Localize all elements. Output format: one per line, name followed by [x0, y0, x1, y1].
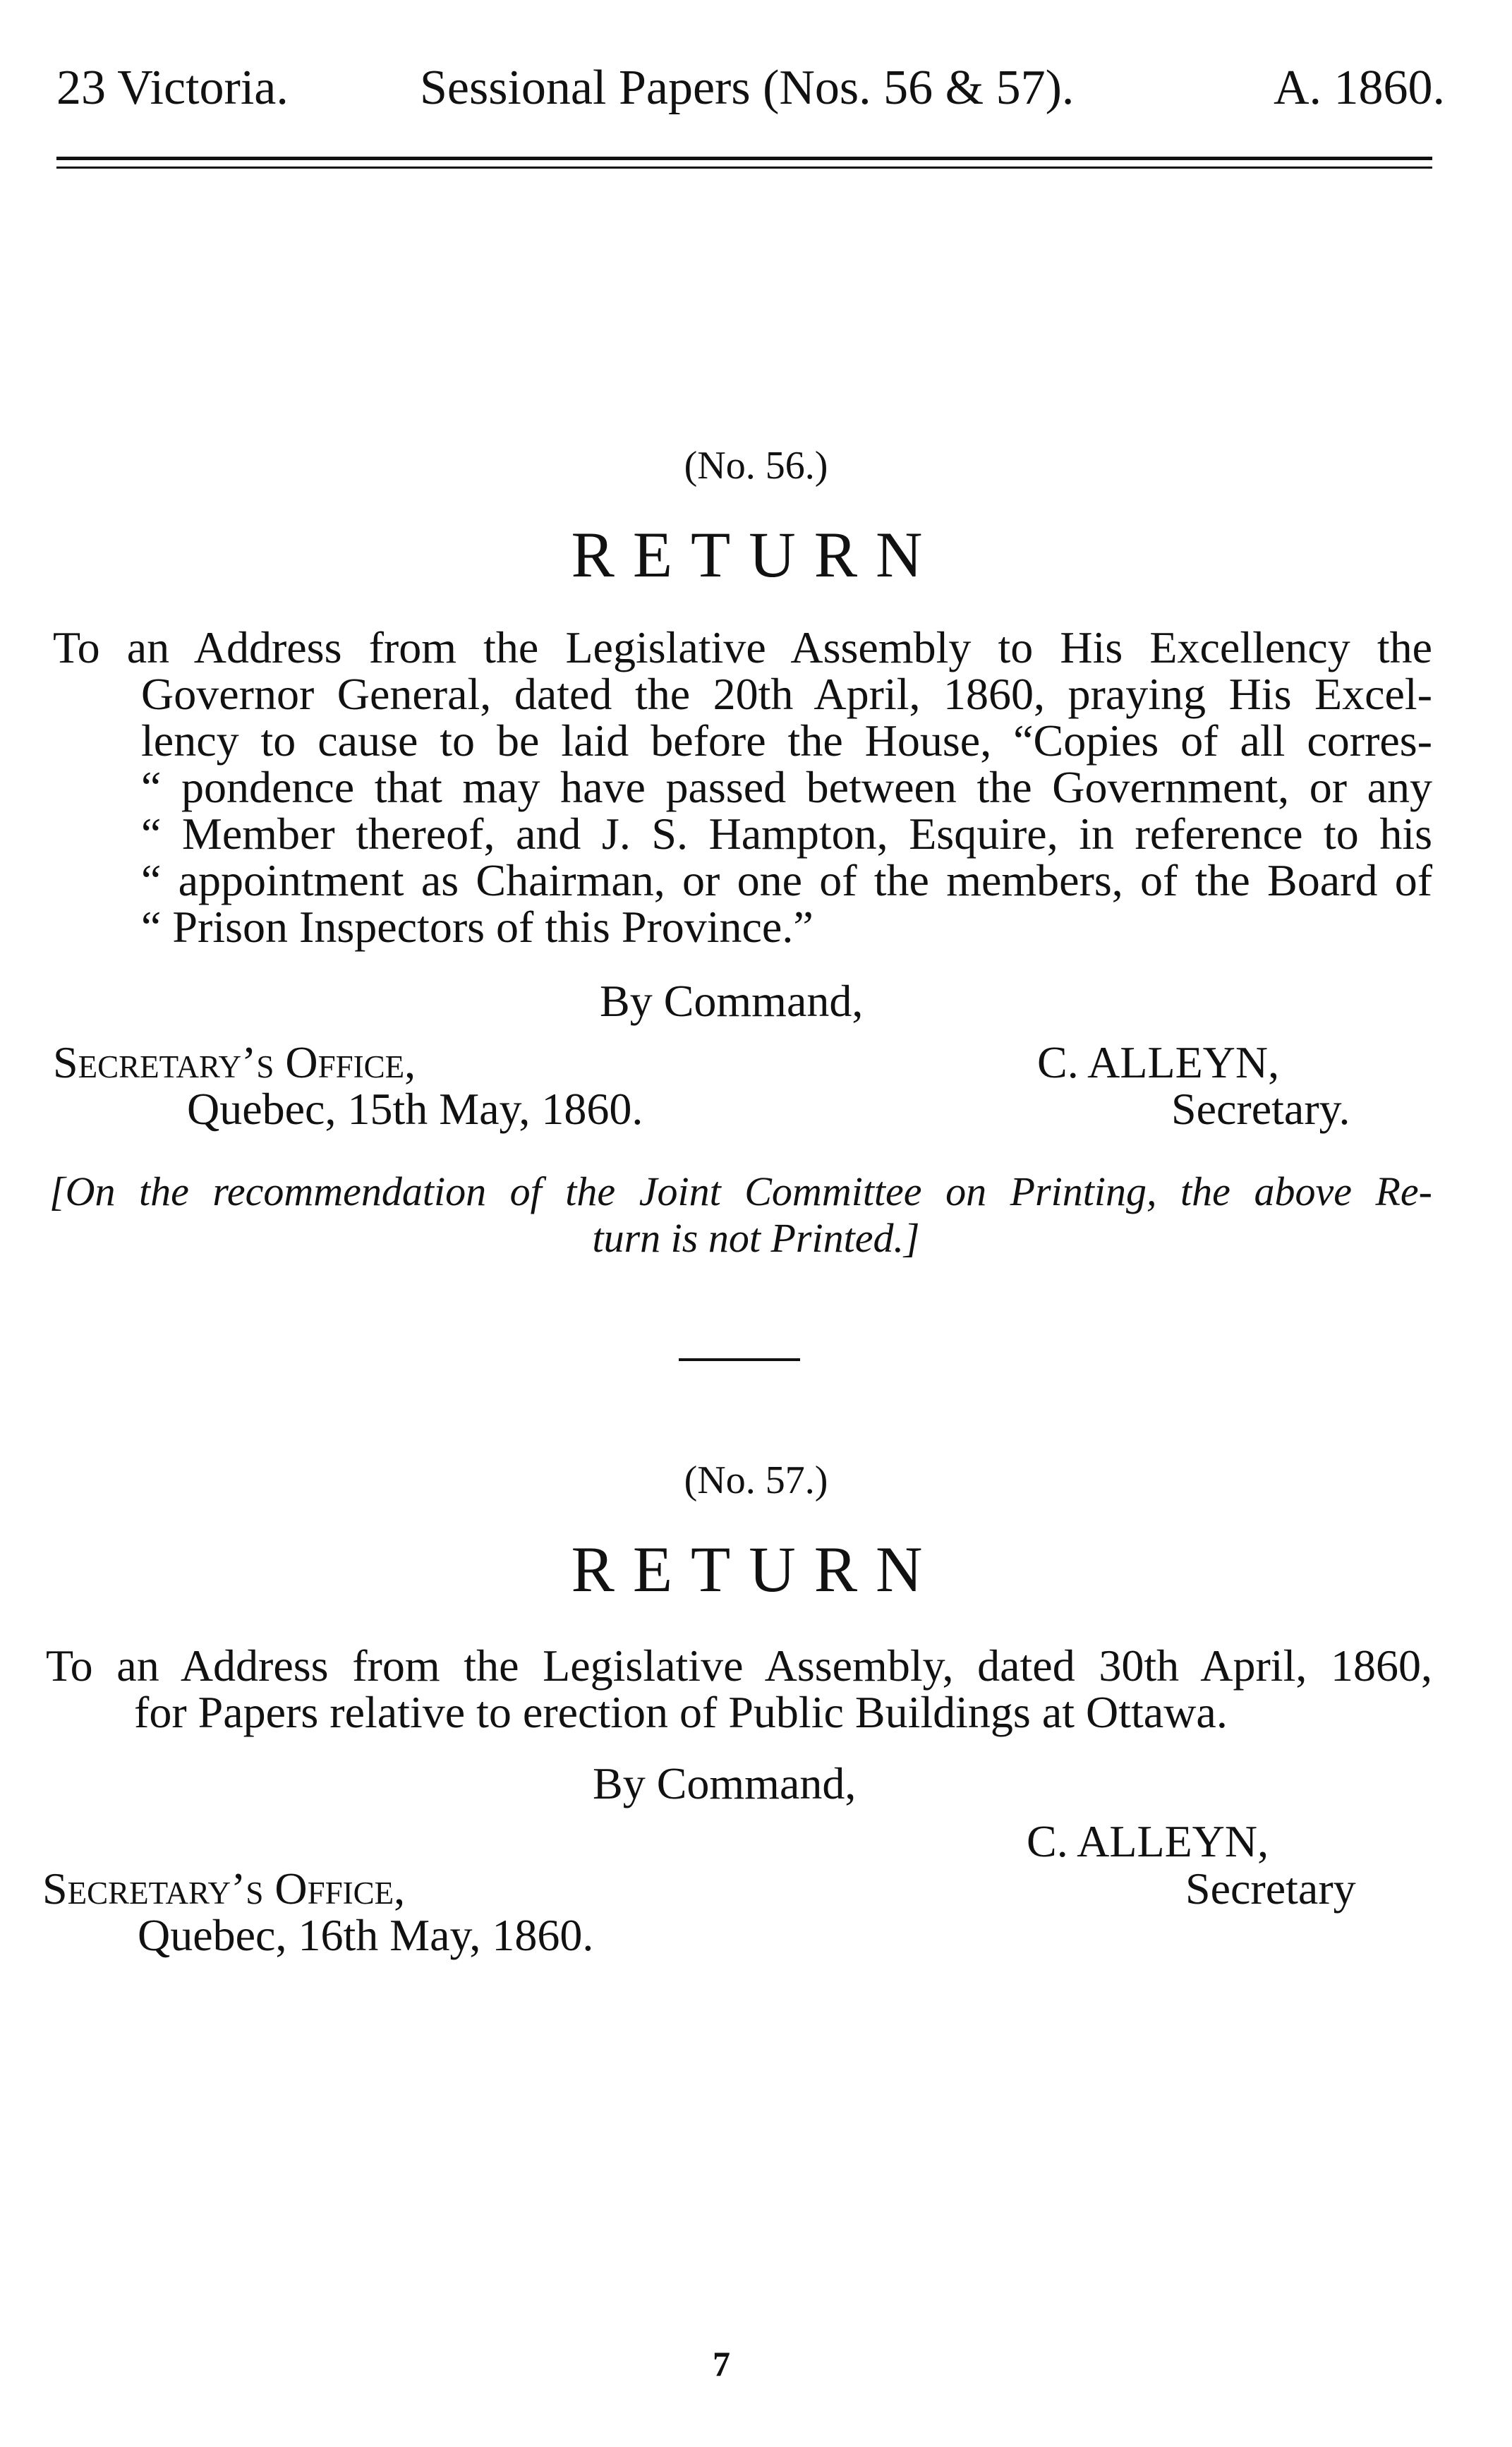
section-divider [679, 1358, 800, 1361]
return-56-title: RETURN [571, 519, 941, 591]
return-57-signer: C. ALLEYN, [1027, 1816, 1269, 1866]
return-56-line: “ Member thereof, and J. S. Hampton, Esquire, in reference to his [141, 809, 1432, 859]
return-56-place-date: Quebec, 15th May, 1860. [187, 1084, 643, 1134]
header-title: Sessional Papers (Nos. 56 & 57). [420, 61, 1075, 115]
return-56-office: Secretary’s Office, [53, 1037, 416, 1087]
return-57-place-date: Quebec, 16th May, 1860. [138, 1910, 594, 1960]
return-56-line: lency to cause to be laid before the House, “Copies of all corres- [141, 715, 1432, 766]
return-57-by-command: By Command, [593, 1758, 857, 1808]
return-57-office: Secretary’s Office, [42, 1863, 406, 1914]
return-56-by-command: By Command, [600, 976, 864, 1026]
return-57-title: RETURN [571, 1533, 941, 1605]
header-rule-bottom [56, 167, 1432, 169]
return-56-line: “ appointment as Chairman, or one of the members, of the Board of [141, 855, 1432, 905]
return-57-signer-title: Secretary [1185, 1863, 1356, 1914]
header-rule-top [56, 157, 1432, 160]
return-56-printing-note: [On the recommendation of the Joint Committee on Printing, the above Re- [49, 1168, 1432, 1214]
return-56-line: “ pondence that may have passed between the Government, or any [141, 762, 1432, 812]
return-56-number: (No. 56.) [684, 444, 828, 488]
return-56-signer-title: Secretary. [1171, 1084, 1350, 1134]
header-year: A. 1860. [1274, 61, 1446, 115]
return-57-line: for Papers relative to erection of Public Buildings at Ottawa. [134, 1687, 1228, 1737]
page-number: 7 [713, 2344, 730, 2383]
return-57-number: (No. 57.) [684, 1458, 828, 1502]
return-56-line: Governor General, dated the 20th April, 1860, praying His Excel- [141, 669, 1432, 719]
header-volume: 23 Victoria. [56, 61, 289, 115]
return-56-printing-note-end: turn is not Printed.] [592, 1215, 920, 1261]
return-56-line: “ Prison Inspectors of this Province.” [141, 902, 814, 952]
return-56-signer: C. ALLEYN, [1037, 1037, 1280, 1087]
return-56-line: To an Address from the Legislative Assembly to His Excellency the [53, 622, 1432, 672]
return-57-line: To an Address from the Legislative Assembly, dated 30th April, 1860, [46, 1641, 1432, 1691]
